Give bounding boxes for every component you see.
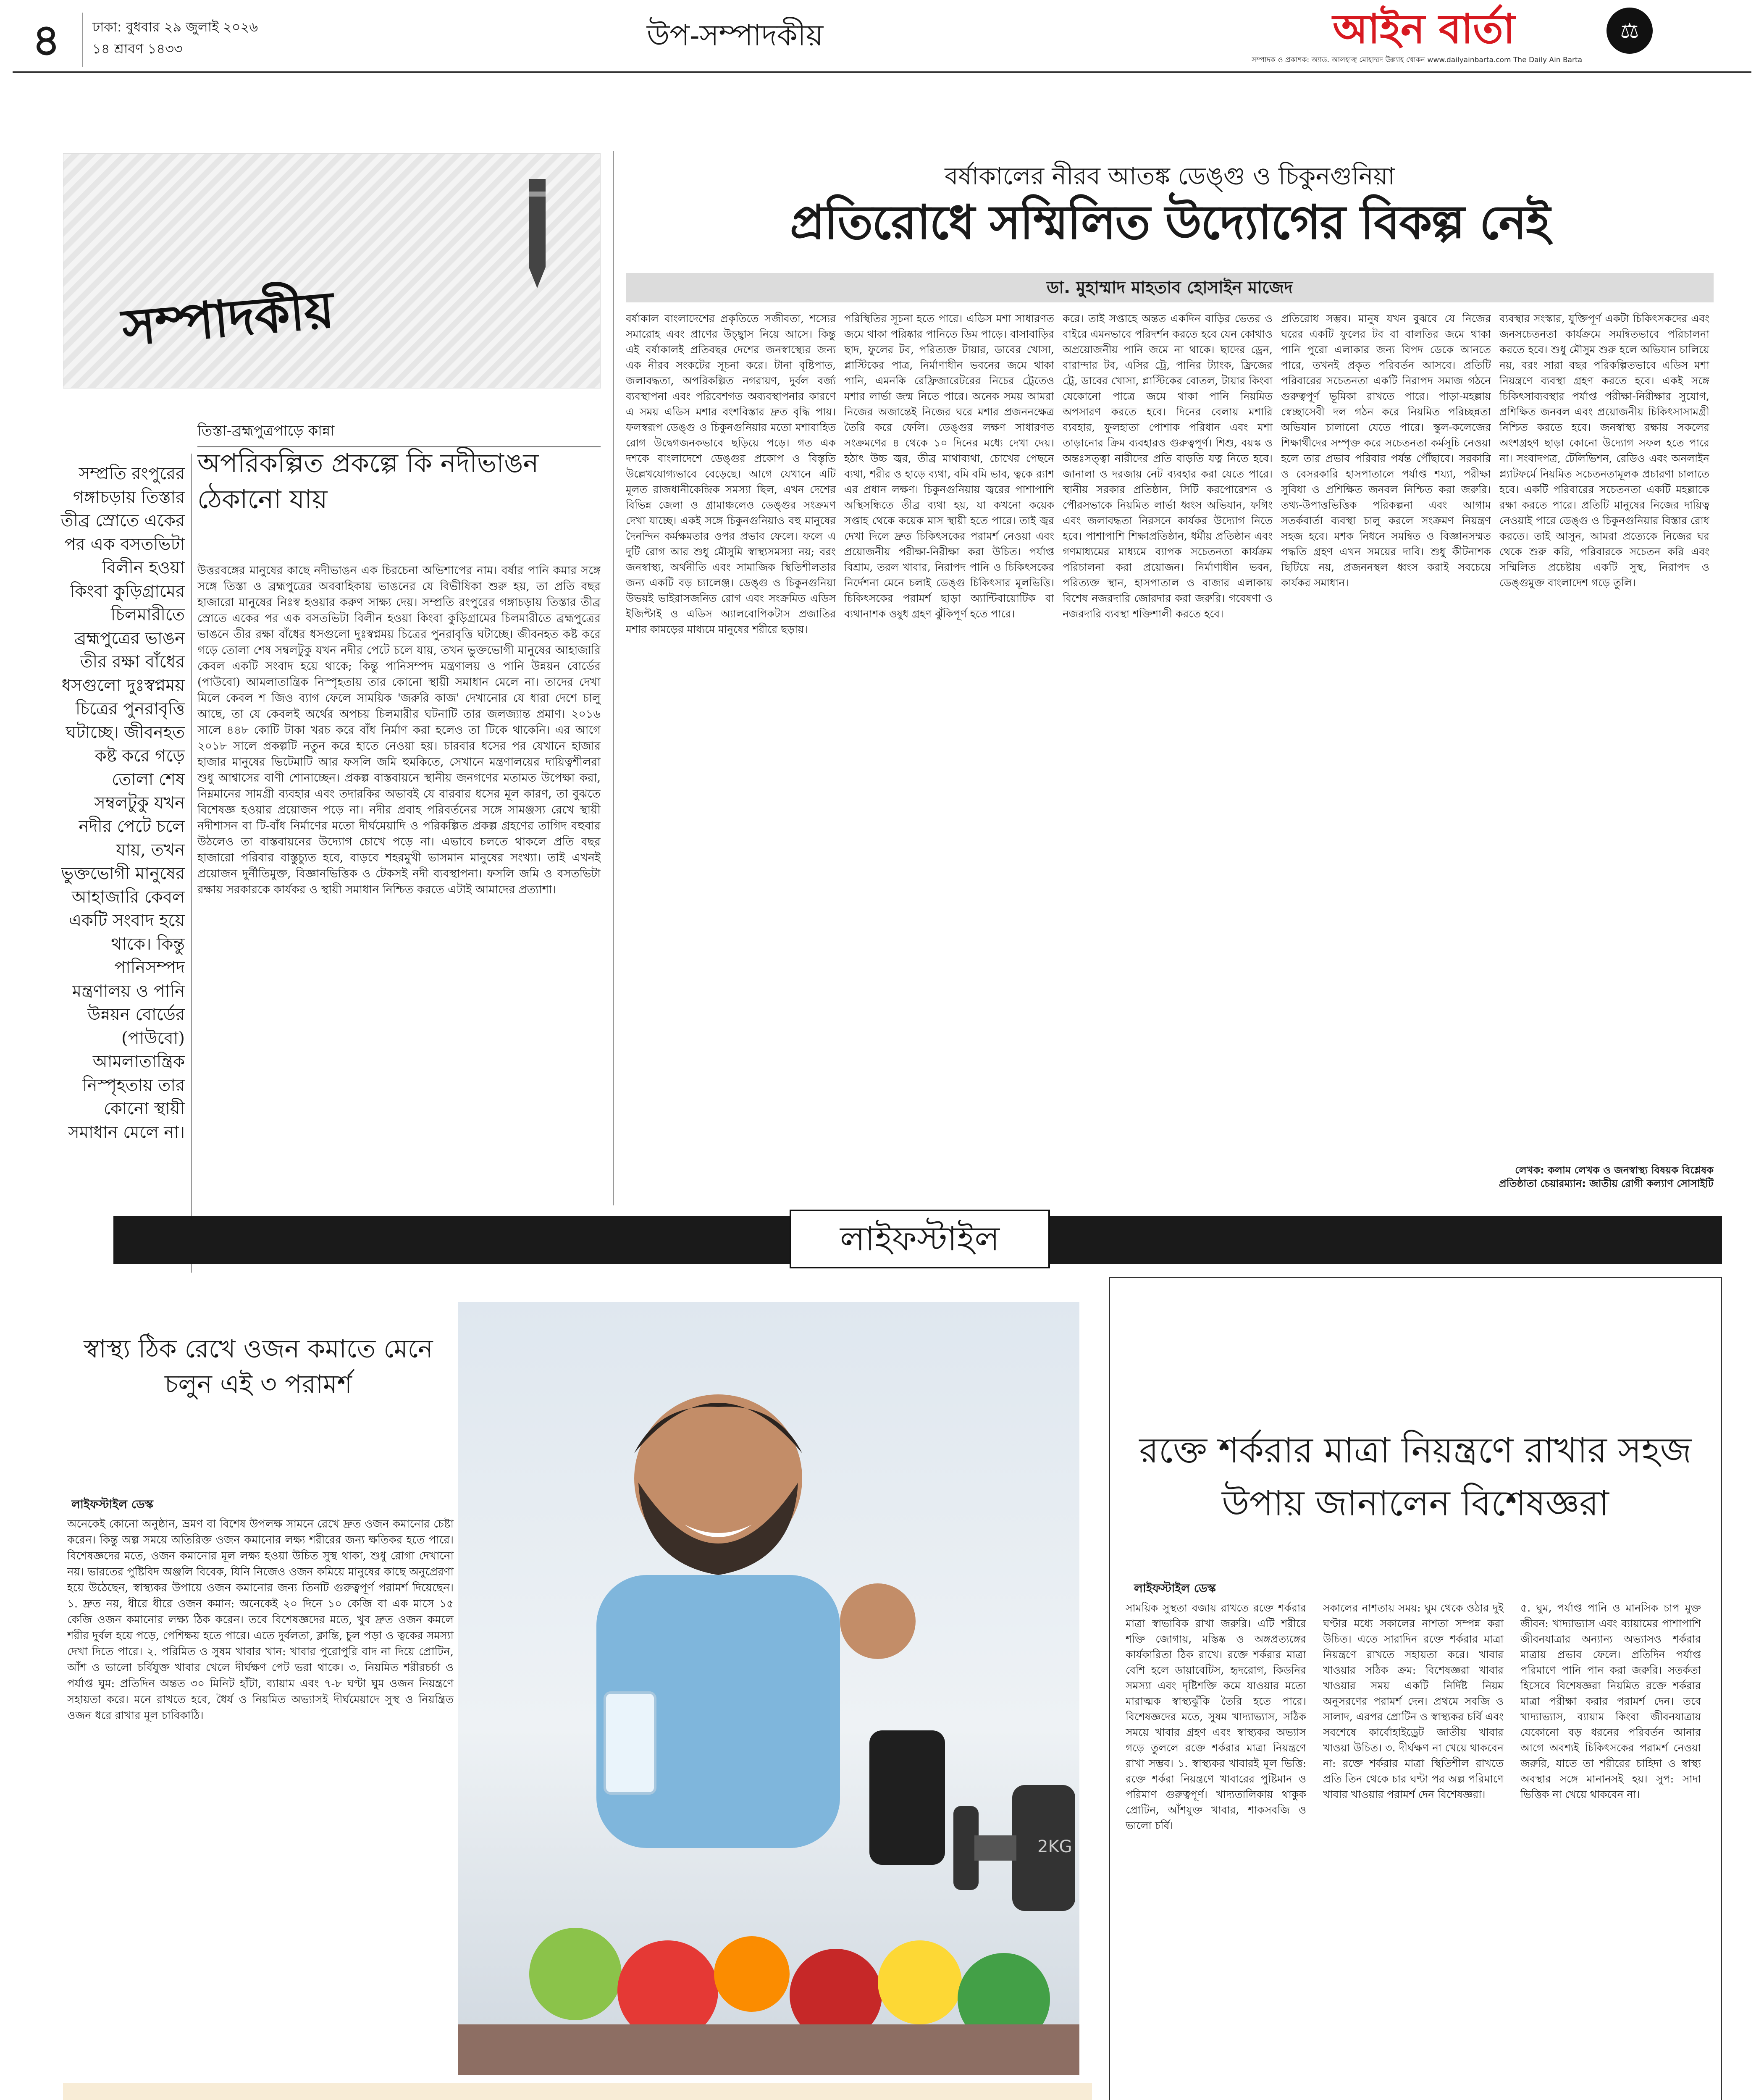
lead-byline: ডা. মুহাম্মাদ মাহতাব হোসাইন মাজেদ [626, 273, 1714, 302]
lead-column: প্রতিরোধ সম্ভব। মানুষ যখন বুঝবে যে নিজের ঘরের একটি ফুলের টব বা বালতির জমে থাকা পানি পুরো এলাকার জন্য বিপদ ডেকে আনতে পারে, তখনই প্রকৃত পরিবর্তন আসবে। প্রতিটি পরিবারের সচেতনতা একটি নিরাপদ সমাজ গঠনে গুরুত্বপূর্ণ ভূমিকা রাখতে পারে। পাড়া-মহল্লায় স্বেচ্ছাসেবী দল গঠন করে নিয়মিত পরিচ্ছন্নতা অভিযান চালানো যেতে পারে। স্কুল-কলেজের শিক্ষার্থীদের সম্পৃক্ত করে সচেতনতা কর্মসূচি নেওয়া হলে তার প্রভাব পরিবার পর্যন্ত পৌঁছাবে। সরকারি ও বেসরকারি হাসপাতালে পর্যাপ্ত শয্যা, পরীক্ষা সুবিধা ও প্রশিক্ষিত জনবল নিশ্চিত করা জরুরি। তথ্য-উপাত্তভিত্তিক পরিকল্পনা এবং আগাম সতর্কবার্তা ব্যবস্থা চালু করলে সংক্রমণ নিয়ন্ত্রণ সহজ হবে। মশক নিধনে সমন্বিত ও বিজ্ঞানসম্মত পদ্ধতি গ্রহণ এখন সময়ের দাবি। শুধু কীটনাশক ছিটিয়ে নয়, প্রজননস্থল ধ্বংস করাই সবচেয়ে কার্যকর সমাধান। [1281, 312, 1491, 589]
sugar-column: সাময়িক সুস্থতা বজায় রাখতে রক্তে শর্করার মাত্রা স্বাভাবিক রাখা জরুরি। এটি শরীরে শক্তি জোগায়, মস্তিষ্ক ও অঙ্গপ্রত্যঙ্গের কার্যকারিতা ঠিক রাখে। রক্তে শর্করার মাত্রা বেশি হলে ডায়াবেটিস, হৃদরোগ, কিডনির সমস্যা এবং দৃষ্টিশক্তি কমে যাওয়ার মতো মারাত্মক স্বাস্থ্যঝুঁকি তৈরি হতে পারে। বিশেষজ্ঞদের মতে, সুষম খাদ্যাভ্যাস, সঠিক সময়ে খাবার গ্রহণ এবং স্বাস্থ্যকর অভ্যাস গড়ে তুললে রক্তে শর্করার মাত্রা নিয়ন্ত্রণে রাখা সম্ভব। ১. স্বাস্থ্যকর খাবারই মূল ভিত্তি: রক্তে শর্করা নিয়ন্ত্রণে খাবারের পুষ্টিমান ও পরিমাণ গুরুত্বপূর্ণ। খাদ্যতালিকায় থাকুক প্রোটিন, আঁশযুক্ত খাবার, শাকসবজি ও ভালো চর্বি। [1126, 1602, 1306, 1832]
weight-title-box [63, 1310, 454, 1495]
weight-body: অনেকেই কোনো অনুষ্ঠান, ভ্রমণ বা বিশেষ উপলক্ষ সামনে রেখে দ্রুত ওজন কমানোর চেষ্টা করেন। কিন্তু অল্প সময়ে অতিরিক্ত ওজন কমানোর লক্ষ্য শরীরের জন্য ক্ষতিকর হতে পারে। বিশেষজ্ঞদের মতে, ওজন কমানোর মূল লক্ষ্য হওয়া উচিত সুস্থ থাকা, শুধু রোগা দেখানো নয়। ভারতের পুষ্টিবিদ অঞ্জলি বিবেক, যিনি নিজেও ওজন কমিয়ে মানুষের কাছে অনুপ্রেরণা হয়ে উঠেছেন, স্বাস্থ্যকর উপায়ে ওজন কমানোর জন্য তিনটি গুরুত্বপূর্ণ পরামর্শ দিয়েছেন। ১. দ্রুত নয়, ধীরে ধীরে ওজন কমান: অনেকেই ২০ দিনে ১০ কেজি বা এক মাসে ১৫ কেজি ওজন কমানোর লক্ষ্য ঠিক করেন। তবে বিশেষজ্ঞদের মতে, খুব দ্রুত ওজন কমলে শরীর দুর্বল হয়ে পড়ে, পেশিক্ষয় হতে পারে। এতে দুর্বলতা, ক্লান্তি, চুল পড়া ও ত্বকের সমস্যা দেখা দিতে পারে। ২. পরিমিত ও সুষম খাবার খান: খাবার পুরোপুরি বাদ না দিয়ে প্রোটিন, আঁশ ও ভালো চর্বিযুক্ত খাবার খেলে দীর্ঘক্ষণ পেট ভরা থাকে। ৩. নিয়মিত শরীরচর্চা ও পর্যাপ্ত ঘুম: প্রতিদিন অন্তত ৩০ মিনিট হাঁটা, ব্যায়াম এবং ৭-৮ ঘণ্টা ঘুম ওজন নিয়ন্ত্রণে সহায়তা করে। মনে রাখতে হবে, ধৈর্য ও নিয়মিত অভ্যাসই দীর্ঘমেয়াদে সুস্থ ও নিয়ন্ত্রিত ওজন ধরে রাখার মূল চাবিকাঠি। [67, 1518, 454, 1722]
issue-date-line: ঢাকা: বুধবার ২৯ জুলাই ২০২৬ [92, 19, 258, 35]
fitness-illustration [458, 1302, 1079, 2075]
lead-column: বর্ষাকাল বাংলাদেশের প্রকৃতিতে সজীবতা, শস্যের সমারোহ এবং প্রাণের উচ্ছ্বাস নিয়ে আসে। কিন্তু এই বর্ষাকালই প্রতিবছর দেশের জনস্বাস্থ্যের জন্য এক নীরব সংকটের সূচনা করে। টানা বৃষ্টিপাত, জলাবদ্ধতা, অপরিকল্পিত নগরায়ণ, দুর্বল বর্জ্য ব্যবস্থাপনা এবং পরিবেশগত অব্যবস্থাপনার কারণে এ সময় এডিস মশার বংশবিস্তার দ্রুত বৃদ্ধি পায়। ফলস্বরূপ ডেঙ্গু ও চিকুনগুনিয়ার মতো মশাবাহিত রোগ উদ্বেগজনকভাবে ছড়িয়ে পড়ে। গত এক দশকে বাংলাদেশে ডেঙ্গুর প্রকোপ ও বিস্তৃতি উল্লেখযোগ্যভাবে বেড়েছে। আগে যেখানে এটি মূলত রাজধানীকেন্দ্রিক সমস্যা ছিল, এখন দেশের বিভিন্ন জেলা ও গ্রামাঞ্চলেও ডেঙ্গুর সংক্রমণ দেখা যাচ্ছে। একই সঙ্গে চিকুনগুনিয়াও বহু মানুষের দৈনন্দিন কর্মক্ষমতার ওপর প্রভাব ফেলে। ফলে এ দুটি রোগ আর শুধু মৌসুমি স্বাস্থ্যসমস্যা নয়; বরং জনস্বাস্থ্য, অর্থনীতি এবং সামাজিক স্থিতিশীলতার জন্য একটি বড় চ্যালেঞ্জ। ডেঙ্গু ও চিকুনগুনিয়া উভয়ই ভাইরাসজনিত রোগ এবং সংক্রমিত এডিস ইজিপ্টাই ও এডিস অ্যালবোপিকটাস প্রজাতির মশার কামড়ের মাধ্যমে মানুষের শরীরে ছড়ায়। [626, 312, 836, 635]
editorial-title: অপরিকল্পিত প্রকল্পে কি নদীভাঙন ঠেকানো যায় [197, 448, 539, 514]
logo-strip: সম্পাদক ও প্রকাশক: অ্যাড. আলহাজ্ব মোহাম্মদ উল্ল্যাহ খোকন www.dailyainbarta.com The Daily Ain Barta [1252, 56, 1583, 64]
header-rule [13, 71, 1751, 73]
sugar-column: সকালের নাশতায় সময়: ঘুম থেকে ওঠার দুই ঘণ্টার মধ্যে সকালের নাশতা সম্পন্ন করা উচিত। এতে সারাদিন রক্তে শর্করার মাত্রা নিয়ন্ত্রণে রাখতে সহায়তা করে। খাবার খাওয়ার সঠিক ক্রম: বিশেষজ্ঞরা খাবার খাওয়ার সময় একটি নির্দিষ্ট নিয়ম অনুসরণের পরামর্শ দেন। প্রথমে সবজি ও সালাদ, এরপর প্রোটিন ও স্বাস্থ্যকর চর্বি এবং সবশেষে কার্বোহাইড্রেট জাতীয় খাবার খাওয়া উচিত। ৩. দীর্ঘক্ষণ না খেয়ে থাকবেন না: রক্তে শর্করার মাত্রা স্থিতিশীল রাখতে প্রতি তিন থেকে চার ঘণ্টা পর অল্প পরিমাণে খাবার খাওয়ার পরামর্শ দেন বিশেষজ্ঞরা। [1323, 1602, 1504, 1801]
editorial-body: উত্তরবঙ্গের মানুষের কাছে নদীভাঙন এক চিরচেনা অভিশাপের নাম। বর্ষার পানি কমার সঙ্গে সঙ্গে তিস্তা ও ব্রহ্মপুত্রের অববাহিকায় ভাঙনের যে বিভীষিকা শুরু হয়, তা প্রতি বছর হাজারো মানুষের নিঃস্ব হওয়ার করুণ সাক্ষ্য দেয়। সম্প্রতি রংপুরের গঙ্গাচড়ায় তিস্তার তীব্র স্রোতে একের পর এক বসতভিটা বিলীন হওয়া কিংবা কুড়িগ্রামের চিলমারীতে ব্রহ্মপুত্রের ভাঙনে তীর রক্ষা বাঁধের ধসগুলো দুঃস্বপ্নময় চিত্রের পুনরাবৃত্তি ঘটাচ্ছে। জীবনহত কষ্ট করে গড়ে তোলা শেষ সম্বলটুকু যখন নদীর পেটে চলে যায়, তখন ভুক্তভোগী মানুষের আহাজারি কেবল একটি সংবাদ হয়ে থাকে; কিন্তু পানিসম্পদ মন্ত্রণালয় ও পানি উন্নয়ন বোর্ডের (পাউবো) আমলাতান্ত্রিক নিস্পৃহতায় তার কোনো স্থায়ী সমাধান মেলে না। তাদের দেখা মিলে কেবল শ জিও ব্যাগ ফেলে সাময়িক 'জরুরি কাজ' দেখানোর যে ধারা দেশে চালু আছে, তা যে কেবলই অর্থের অপচয় চিলমারীর ঘটনাটি তার জলজ্যান্ত প্রমাণ। ২০১৬ সালে ৪৪৮ কোটি টাকা খরচ করে বাঁধ নির্মাণ করা হলেও তা টিকে থাকেনি। এর আগে ২০১৮ সালে প্রকল্পটি নতুন করে হাতে নেওয়া হয়। চারবার ধসের পর যেখানে হাজার হাজার মানুষের ভিটেমাটি আর ফসলি জমি হুমকিতে, সেখানে মন্ত্রণালয়ের দায়িত্বশীলরা শুধু আশ্বাসের বাণী শোনাচ্ছেন। প্রকল্প বাস্তবায়নে স্থানীয় জনগণের মতামত উপেক্ষা করা, নিম্নমানের সামগ্রী ব্যবহার এবং তদারকির অভাবই যে বারবার ধসের মূল কারণ, তা বুঝতে বিশেষজ্ঞ হওয়ার প্রয়োজন পড়ে না। নদীর প্রবাহ পরিবর্তনের সঙ্গে সামঞ্জস্য রেখে স্থায়ী নদীশাসন বা টি-বাঁধ নির্মাণের মতো দীর্ঘমেয়াদি ও পরিকল্পিত প্রকল্প গ্রহণের তাগিদ বহুবার উঠলেও তা বাস্তবায়নের উদ্যোগ চোখে পড়ে না। এভাবে চলতে থাকলে প্রতি বছর হাজারো পরিবার বাস্তুচ্যুত হবে, বাড়বে শহরমুখী ভাসমান মানুষের সংখ্যা। তাই এখনই প্রয়োজন দুর্নীতিমুক্ত, বিজ্ঞানভিত্তিক ও টেকসই নদী ব্যবস্থাপনা। ফসলি জমি ও বসতভিটা রক্ষায় সরকারকে কার্যকর ও স্থায়ী সমাধান নিশ্চিত করতে এটাই আমাদের প্রত্যাশা। [197, 564, 601, 896]
logo-name: আইন বার্তা [1333, 5, 1515, 52]
masthead-logo [1252, 4, 1747, 67]
weight-desk: লাইফস্টাইল ডেস্ক [71, 1497, 153, 1511]
header-divider [82, 13, 83, 67]
sugar-column: ৫. ঘুম, পর্যাপ্ত পানি ও মানসিক চাপ মুক্ত জীবন: খাদ্যাভ্যাস এবং ব্যায়ামের পাশাপাশি জীবনযাত্রার অন্যান্য অভ্যাসও শর্করার মাত্রায় প্রভাব ফেলে। প্রতিদিন পর্যাপ্ত পরিমাণে পানি পান করা জরুরি। সতর্কতা হিসেবে বিশেষজ্ঞরা নিয়মিত রক্তে শর্করার মাত্রা পরীক্ষা করার পরামর্শ দেন। তবে খাদ্যাভ্যাস, ব্যায়াম কিংবা জীবনযাত্রায় যেকোনো বড় ধরনের পরিবর্তন আনার আগে অবশ্যই চিকিৎসকের পরামর্শ নেওয়া জরুরি, যাতে তা শরীরের চাহিদা ও স্বাস্থ্য অবস্থার সঙ্গে মানানসই হয়। সুপ: সাদা ভিত্তিক না খেয়ে থাকবেন না। [1520, 1602, 1701, 1801]
section-title: উপ-সম্পাদকীয় [646, 18, 824, 52]
issue-date-bangla: ১৪ শ্রাবণ ১৪৩৩ [92, 41, 183, 57]
lead-column: করে। তাই সপ্তাহে অন্তত একদিন বাড়ির ভেতর ও বাইরে এমনভাবে পরিদর্শন করতে হবে যেন কোথাও অপ্রয়োজনীয় পানি জমে না থাকে। ছাদের ড্রেন, বারান্দার টব, এসির ট্রে, পানির ট্যাংক, ফ্রিজের ট্রে, ডাবের খোসা, প্লাস্টিকের বোতল, টায়ার কিংবা যেকোনো পাত্রে জমে থাকা পানি নিয়মিত অপসারণ করতে হবে। দিনের বেলায় মশারি ব্যবহার, ফুলহাতা পোশাক পরিধান এবং মশা তাড়ানোর ক্রিম ব্যবহারও গুরুত্বপূর্ণ। শিশু, বয়স্ক ও অন্তঃসত্ত্বা নারীদের প্রতি বাড়তি যত্ন নিতে হবে। জানালা ও দরজায় নেট ব্যবহার করা যেতে পারে। স্থানীয় সরকার প্রতিষ্ঠান, সিটি করপোরেশন ও পৌরসভাকে নিয়মিত লার্ভা ধ্বংস অভিযান, ফগিং এবং জলাবদ্ধতা নিরসনে কার্যকর উদ্যোগ নিতে হবে। পাশাপাশি শিক্ষাপ্রতিষ্ঠান, ধর্মীয় প্রতিষ্ঠান এবং গণমাধ্যমের মাধ্যমে ব্যাপক সচেতনতা কার্যক্রম পরিচালনা করা প্রয়োজন। নির্মাণাধীন ভবন, পরিত্যক্ত স্থান, হাসপাতাল ও বাজার এলাকায় বিশেষ নজরদারি জোরদার করা জরুরি। গবেষণা ও নজরদারি ব্যবস্থা শক্তিশালী করতে হবে। [1063, 312, 1273, 620]
lead-column: পরিস্থিতির সূচনা হতে পারে। এডিস মশা সাধারণত জমে থাকা পরিষ্কার পানিতে ডিম পাড়ে। বাসাবাড়ির ছাদ, ফুলের টব, পরিত্যক্ত টায়ার, ডাবের খোসা, প্লাস্টিকের পাত্র, নির্মাণাধীন ভবনের জমে থাকা পানি, এমনকি রেফ্রিজারেটরের নিচের ট্রেতেও মশার লার্ভা জন্ম নিতে পারে। অনেক সময় আমরা নিজের অজান্তেই নিজের ঘরে মশার প্রজননক্ষেত্র তৈরি করে ফেলি। ডেঙ্গুর লক্ষণ সাধারণত সংক্রমণের ৪ থেকে ১০ দিনের মধ্যে দেখা দেয়। হঠাৎ উচ্চ জ্বর, তীব্র মাথাব্যথা, চোখের পেছনে ব্যথা, শরীর ও হাড়ে ব্যথা, বমি বমি ভাব, ত্বকে র‍্যাশ এর প্রধান লক্ষণ। চিকুনগুনিয়ায় জ্বরের পাশাপাশি অস্থিসন্ধিতে তীব্র ব্যথা হয়, যা কখনো কয়েক সপ্তাহ থেকে কয়েক মাস স্থায়ী হতে পারে। তাই জ্বর দেখা দিলে দ্রুত চিকিৎসকের পরামর্শ নেওয়া এবং প্রয়োজনীয় পরীক্ষা-নিরীক্ষা করা উচিত। পর্যাপ্ত বিশ্রাম, তরল খাবার, নিরাপদ পানি ও চিকিৎসকের নির্দেশনা মেনে চলাই ডেঙ্গু চিকিৎসার মূলভিত্তি। চিকিৎসকের পরামর্শ ছাড়া অ্যান্টিবায়োটিক বা ব্যথানাশক ওষুধ গ্রহণ ঝুঁকিপূর্ণ হতে পারে। [844, 312, 1054, 620]
dumbbell-label: 2KG [1037, 1837, 1072, 1856]
editorial-artwork [63, 153, 601, 388]
fitness-man-photo [458, 1302, 1079, 2075]
author-caption: লেখক: কলাম লেখক ও জনস্বাস্থ্য বিষয়ক বিশ্লেষক প্রতিষ্ঠাতা চেয়ারম্যান: জাতীয় রোগী কল্যাণ সোসাইটি [1499, 1164, 1714, 1189]
thumbs-up-icon [840, 1583, 916, 1659]
page-number: ৪ [32, 14, 60, 66]
column-divider [613, 151, 614, 1205]
editorial-divider [191, 454, 192, 1273]
editorial-art-label: সম্পাদকীয় [120, 280, 336, 357]
gavel-logo-icon: ⚖ [1606, 8, 1653, 54]
editorial-lead: সম্প্রতি রংপুরের গঙ্গাচড়ায় তিস্তার তীব্র স্রোতে একের পর এক বসতভিটা বিলীন হওয়া কিংবা কুড়িগ্রামের চিলমারীতে ব্রহ্মপুত্রের ভাঙন তীর রক্ষা বাঁধের ধসগুলো দুঃস্বপ্নময় চিত্রের পুনরাবৃত্তি ঘটাচ্ছে। জীবনহত কষ্ট করে গড়ে তোলা শেষ সম্বলটুকু যখন নদীর পেটে চলে যায়, তখন ভুক্তভোগী মানুষের আহাজারি কেবল একটি সংবাদ হয়ে থাকে। কিন্তু পানিসম্পদ মন্ত্রণালয় ও পানি উন্নয়ন বোর্ডের (পাউবো) আমলাতান্ত্রিক নিস্পৃহতায় তার কোনো স্থায়ী সমাধান মেলে না। [60, 464, 185, 1142]
editorial-tag: তিস্তা-ব্রহ্মপুত্রপাড়ে কান্না [197, 420, 601, 447]
lead-column: ব্যবস্থার সংস্কার, যুক্তিপূর্ণ একটা চিকিৎসকদের এবং জনসচেতনতা কার্যক্রমে সমন্বিতভাবে পরিচালনা করতে হবে। শুধু মৌসুম শুরু হলে অভিযান চালিয়ে নয়, বরং সারা বছর পরিকল্পিতভাবে এডিস মশা নিয়ন্ত্রণে ব্যবস্থা গ্রহণ করতে হবে। একই সঙ্গে চিকিৎসাব্যবস্থার পর্যাপ্ত পরীক্ষা-নিরীক্ষার সুযোগ, প্রশিক্ষিত জনবল এবং প্রয়োজনীয় চিকিৎসাসামগ্রী নিশ্চিত করতে হবে। জনস্বাস্থ্য রক্ষায় সকলের অংশগ্রহণ ছাড়া কোনো উদ্যোগ সফল হতে পারে না। সংবাদপত্র, টেলিভিশন, রেডিও এবং অনলাইন প্ল্যাটফর্মে নিয়মিত সচেতনতামূলক প্রচারণা চালাতে হবে। একটি পরিবারের সচেতনতা একটি মহল্লাকে রক্ষা করতে পারে। প্রতিটি মানুষের নিজের দায়িত্ব নেওয়াই পারে ডেঙ্গু ও চিকুনগুনিয়ার বিস্তার রোধ করতে। তাই আসুন, আমরা প্রত্যেকে নিজের ঘর থেকে শুরু করি, পরিবারকে সচেতন করি এবং সম্মিলিত প্রচেষ্টায় একটি সুস্থ, নিরাপদ ও ডেঙ্গুমুক্ত বাংলাদেশ গড়ে তুলি। [1499, 312, 1709, 589]
issue-date [92, 16, 470, 60]
sugar-headline: রক্তে শর্করার মাত্রা নিয়ন্ত্রণে রাখার সহজ উপায় জানালেন বিশেষজ্ঞরা [1139, 1430, 1692, 1524]
liver-title-box [63, 2083, 1092, 2100]
lead-kicker: বর্ষাকালের নীরব আতঙ্ক ডেঙ্গু ও চিকুনগুনিয়া [945, 162, 1395, 190]
sugar-desk: লাইফস্টাইল ডেস্ক [1134, 1581, 1216, 1595]
weight-headline: স্বাস্থ্য ঠিক রেখে ওজন কমাতে মেনে চলুন এই ৩ পরামর্শ [84, 1334, 433, 1399]
pen-icon [525, 179, 550, 288]
lifestyle-label: লাইফস্টাইল [790, 1210, 1050, 1268]
lead-headline: প্রতিরোধে সম্মিলিত উদ্যোগের বিকল্প নেই [790, 195, 1550, 250]
